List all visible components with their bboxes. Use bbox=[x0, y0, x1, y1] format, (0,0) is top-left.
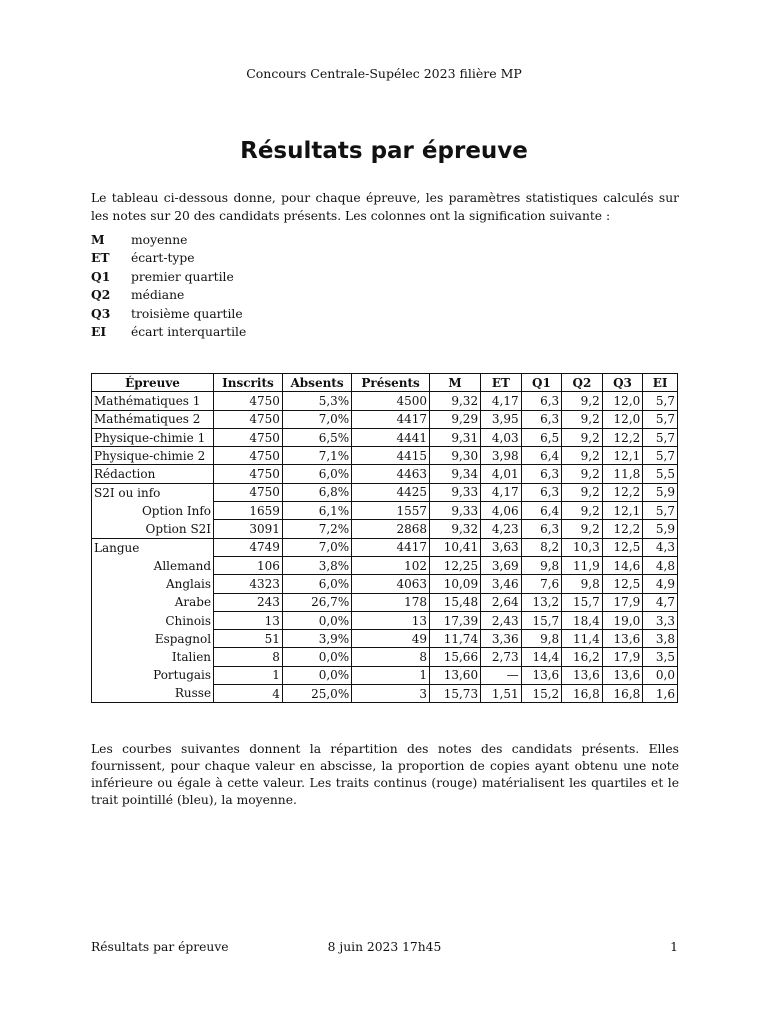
row-label: Physique-chimie 2 bbox=[92, 447, 214, 465]
page-header: Concours Centrale-Supélec 2023 filière MP bbox=[246, 66, 522, 81]
table-cell: 4,9 bbox=[643, 575, 678, 593]
page-number: 1 bbox=[670, 940, 678, 954]
table-cell: 9,30 bbox=[429, 447, 480, 465]
table-cell: 4750 bbox=[214, 392, 283, 410]
row-label: Italien bbox=[92, 648, 214, 666]
table-cell: 17,9 bbox=[602, 648, 643, 666]
table-cell: 9,29 bbox=[429, 410, 480, 428]
table-cell: 5,7 bbox=[643, 428, 678, 446]
table-cell: — bbox=[481, 666, 522, 684]
table-cell: 9,2 bbox=[562, 483, 603, 501]
table-row bbox=[92, 447, 678, 465]
table-cell: 10,41 bbox=[429, 538, 480, 556]
table-cell: 51 bbox=[214, 630, 283, 648]
table-cell: 7,0% bbox=[282, 538, 351, 556]
table-cell: 15,7 bbox=[562, 593, 603, 611]
table-header-row bbox=[92, 374, 678, 392]
legend-key: M bbox=[91, 232, 105, 247]
table-cell: 6,0% bbox=[282, 575, 351, 593]
table-cell: 12,25 bbox=[429, 556, 480, 574]
table-cell: 25,0% bbox=[282, 685, 351, 703]
table-cell: 6,5 bbox=[521, 428, 562, 446]
table-cell: 4463 bbox=[352, 465, 430, 483]
table-cell: 15,73 bbox=[429, 685, 480, 703]
table-cell: 1557 bbox=[352, 502, 430, 520]
table-cell: 9,33 bbox=[429, 483, 480, 501]
table-cell: 1 bbox=[214, 666, 283, 684]
table-cell: 3,8% bbox=[282, 556, 351, 574]
table-cell: 4,17 bbox=[481, 483, 522, 501]
table-cell: 4750 bbox=[214, 483, 283, 501]
table-cell: 16,8 bbox=[602, 685, 643, 703]
legend-key: Q2 bbox=[91, 287, 111, 303]
table-cell: 12,0 bbox=[602, 410, 643, 428]
table-cell: 106 bbox=[214, 556, 283, 574]
table-row bbox=[92, 392, 678, 410]
table-cell: 6,3 bbox=[521, 465, 562, 483]
table-cell: 4,03 bbox=[481, 428, 522, 446]
table-row bbox=[92, 538, 678, 556]
table-cell: 13,6 bbox=[602, 666, 643, 684]
row-label: Anglais bbox=[92, 575, 214, 593]
row-label: Chinois bbox=[92, 611, 214, 629]
footer-date: 8 juin 2023 17h45 bbox=[327, 940, 442, 954]
table-row bbox=[92, 666, 678, 684]
legend-key: ET bbox=[91, 250, 110, 266]
table-cell: 7,1% bbox=[282, 447, 351, 465]
table-cell: 12,1 bbox=[602, 502, 643, 520]
table-cell: 4750 bbox=[214, 465, 283, 483]
row-label: Mathématiques 2 bbox=[92, 410, 214, 428]
table-cell: 9,2 bbox=[562, 520, 603, 538]
table-cell: 6,1% bbox=[282, 502, 351, 520]
table-cell: 12,1 bbox=[602, 447, 643, 465]
table-cell: 6,3 bbox=[521, 392, 562, 410]
table-cell: 49 bbox=[352, 630, 430, 648]
table-cell: 11,9 bbox=[562, 556, 603, 574]
column-header: Q1 bbox=[521, 374, 562, 392]
legend-list bbox=[91, 231, 246, 341]
table-cell: 7,0% bbox=[282, 410, 351, 428]
table-cell: 7,6 bbox=[521, 575, 562, 593]
table-cell: 18,4 bbox=[562, 611, 603, 629]
table-cell: 13,60 bbox=[429, 666, 480, 684]
legend-desc: écart-type bbox=[131, 251, 195, 266]
column-header: M bbox=[429, 374, 480, 392]
row-label: Option Info bbox=[92, 502, 214, 520]
table-cell: 9,8 bbox=[521, 556, 562, 574]
row-label: Russe bbox=[92, 685, 214, 703]
table-cell: 0,0% bbox=[282, 666, 351, 684]
column-header: Inscrits bbox=[214, 374, 283, 392]
table-cell: 4750 bbox=[214, 447, 283, 465]
table-cell: 4,23 bbox=[481, 520, 522, 538]
table-cell: 4323 bbox=[214, 575, 283, 593]
table-row bbox=[92, 502, 678, 520]
table-cell: 1,51 bbox=[481, 685, 522, 703]
legend-desc: troisième quartile bbox=[131, 306, 243, 321]
table-cell: 2868 bbox=[352, 520, 430, 538]
legend-key: Q1 bbox=[91, 268, 111, 284]
table-cell: 6,4 bbox=[521, 502, 562, 520]
table-cell: 9,33 bbox=[429, 502, 480, 520]
table-cell: 4500 bbox=[352, 392, 430, 410]
table-cell: 5,9 bbox=[643, 483, 678, 501]
table-cell: 4,8 bbox=[643, 556, 678, 574]
table-cell: 13,6 bbox=[562, 666, 603, 684]
table-cell: 12,2 bbox=[602, 520, 643, 538]
row-label: Espagnol bbox=[92, 630, 214, 648]
column-header: ET bbox=[481, 374, 522, 392]
table-cell: 3,5 bbox=[643, 648, 678, 666]
table-row bbox=[92, 611, 678, 629]
legend-item bbox=[91, 231, 246, 249]
table-cell: 0,0 bbox=[643, 666, 678, 684]
column-header: Présents bbox=[352, 374, 430, 392]
curves-paragraph: Les courbes suivantes donnent la répartition des notes des candidats présents. Elles fournissent, pour chaque valeur en abscisse, la proportion de copies ayant obtenu une note inférieure ou égale à cette valeur. Les traits continus (rouge) matérialisent les quartiles et le trait pointillé (bleu), la moyenne. bbox=[91, 742, 679, 807]
table-cell: 17,9 bbox=[602, 593, 643, 611]
legend-item bbox=[91, 268, 246, 286]
table-cell: 9,2 bbox=[562, 428, 603, 446]
table-cell: 9,8 bbox=[562, 575, 603, 593]
table-cell: 11,4 bbox=[562, 630, 603, 648]
table-cell: 11,8 bbox=[602, 465, 643, 483]
row-label: Mathématiques 1 bbox=[92, 392, 214, 410]
footer-title: Résultats par épreuve bbox=[91, 940, 229, 954]
table-cell: 8,2 bbox=[521, 538, 562, 556]
table-cell: 4,3 bbox=[643, 538, 678, 556]
table-cell: 4441 bbox=[352, 428, 430, 446]
table-cell: 102 bbox=[352, 556, 430, 574]
table-cell: 9,32 bbox=[429, 392, 480, 410]
table-cell: 1,6 bbox=[643, 685, 678, 703]
legend-desc: écart interquartile bbox=[131, 324, 247, 339]
table-cell: 9,2 bbox=[562, 447, 603, 465]
results-table bbox=[91, 373, 678, 703]
legend-key: Q3 bbox=[91, 305, 111, 321]
table-cell: 13 bbox=[352, 611, 430, 629]
table-cell: 13,6 bbox=[602, 630, 643, 648]
table-cell: 4,7 bbox=[643, 593, 678, 611]
table-cell: 2,43 bbox=[481, 611, 522, 629]
table-cell: 3 bbox=[352, 685, 430, 703]
table-cell: 3,46 bbox=[481, 575, 522, 593]
table-cell: 1 bbox=[352, 666, 430, 684]
table-cell: 4417 bbox=[352, 410, 430, 428]
table-cell: 178 bbox=[352, 593, 430, 611]
table-cell: 9,31 bbox=[429, 428, 480, 446]
intro-paragraph: Le tableau ci-dessous donne, pour chaque épreuve, les paramètres statistiques calculés sur les notes sur 20 des candidats présents. Les colonnes ont la signification suivante : bbox=[91, 191, 679, 223]
row-label: Portugais bbox=[92, 666, 214, 684]
table-cell: 4750 bbox=[214, 428, 283, 446]
table-cell: 4417 bbox=[352, 538, 430, 556]
table-cell: 3,98 bbox=[481, 447, 522, 465]
page-title: Résultats par épreuve bbox=[240, 138, 528, 164]
table-row bbox=[92, 520, 678, 538]
row-label: Allemand bbox=[92, 556, 214, 574]
table-cell: 15,7 bbox=[521, 611, 562, 629]
table-cell: 4,17 bbox=[481, 392, 522, 410]
column-header: Q2 bbox=[562, 374, 603, 392]
table-cell: 4,06 bbox=[481, 502, 522, 520]
table-cell: 3,69 bbox=[481, 556, 522, 574]
table-cell: 6,3 bbox=[521, 410, 562, 428]
table-cell: 15,66 bbox=[429, 648, 480, 666]
table-cell: 12,0 bbox=[602, 392, 643, 410]
table-row bbox=[92, 410, 678, 428]
table-cell: 8 bbox=[214, 648, 283, 666]
table-cell: 9,2 bbox=[562, 502, 603, 520]
row-label: Arabe bbox=[92, 593, 214, 611]
table-cell: 4425 bbox=[352, 483, 430, 501]
table-cell: 15,2 bbox=[521, 685, 562, 703]
table-cell: 5,7 bbox=[643, 410, 678, 428]
table-cell: 7,2% bbox=[282, 520, 351, 538]
table-cell: 6,3 bbox=[521, 520, 562, 538]
table-cell: 6,4 bbox=[521, 447, 562, 465]
legend-key: EI bbox=[91, 323, 107, 339]
table-cell: 16,8 bbox=[562, 685, 603, 703]
table-cell: 13,6 bbox=[521, 666, 562, 684]
row-label: Physique-chimie 1 bbox=[92, 428, 214, 446]
table-cell: 15,48 bbox=[429, 593, 480, 611]
table-cell: 9,32 bbox=[429, 520, 480, 538]
table-cell: 4063 bbox=[352, 575, 430, 593]
table-row bbox=[92, 648, 678, 666]
table-cell: 6,8% bbox=[282, 483, 351, 501]
table-row bbox=[92, 556, 678, 574]
table-cell: 12,5 bbox=[602, 575, 643, 593]
table-cell: 243 bbox=[214, 593, 283, 611]
table-cell: 1659 bbox=[214, 502, 283, 520]
table-cell: 8 bbox=[352, 648, 430, 666]
table-row bbox=[92, 428, 678, 446]
table-cell: 5,7 bbox=[643, 502, 678, 520]
table-cell: 5,7 bbox=[643, 392, 678, 410]
table-cell: 9,2 bbox=[562, 410, 603, 428]
table-cell: 4750 bbox=[214, 410, 283, 428]
table-cell: 3,36 bbox=[481, 630, 522, 648]
table-cell: 3091 bbox=[214, 520, 283, 538]
legend-desc: moyenne bbox=[131, 233, 188, 247]
table-cell: 14,6 bbox=[602, 556, 643, 574]
table-cell: 11,74 bbox=[429, 630, 480, 648]
table-cell: 10,3 bbox=[562, 538, 603, 556]
table-cell: 3,95 bbox=[481, 410, 522, 428]
row-label: Langue bbox=[92, 538, 214, 556]
table-cell: 19,0 bbox=[602, 611, 643, 629]
legend-item bbox=[91, 323, 246, 341]
column-header: Q3 bbox=[602, 374, 643, 392]
table-cell: 9,8 bbox=[521, 630, 562, 648]
table-row bbox=[92, 593, 678, 611]
table-cell: 2,64 bbox=[481, 593, 522, 611]
table-cell: 3,63 bbox=[481, 538, 522, 556]
table-cell: 4,01 bbox=[481, 465, 522, 483]
legend-desc: médiane bbox=[131, 288, 185, 303]
column-header: Épreuve bbox=[92, 374, 214, 392]
table-cell: 17,39 bbox=[429, 611, 480, 629]
legend-item bbox=[91, 305, 246, 323]
column-header: Absents bbox=[282, 374, 351, 392]
table-cell: 6,3 bbox=[521, 483, 562, 501]
table-cell: 9,2 bbox=[562, 392, 603, 410]
table-cell: 12,2 bbox=[602, 483, 643, 501]
legend-item bbox=[91, 249, 246, 267]
table-cell: 5,9 bbox=[643, 520, 678, 538]
table-body bbox=[92, 392, 678, 703]
table-cell: 6,5% bbox=[282, 428, 351, 446]
table-cell: 13 bbox=[214, 611, 283, 629]
table-cell: 5,5 bbox=[643, 465, 678, 483]
legend-item bbox=[91, 286, 246, 304]
table-cell: 13,2 bbox=[521, 593, 562, 611]
row-label: S2I ou info bbox=[92, 483, 214, 501]
column-header: EI bbox=[643, 374, 678, 392]
table-cell: 6,0% bbox=[282, 465, 351, 483]
table-cell: 3,9% bbox=[282, 630, 351, 648]
table-cell: 10,09 bbox=[429, 575, 480, 593]
table-cell: 3,8 bbox=[643, 630, 678, 648]
table-row bbox=[92, 630, 678, 648]
table-row bbox=[92, 685, 678, 703]
table-cell: 4 bbox=[214, 685, 283, 703]
table-cell: 4749 bbox=[214, 538, 283, 556]
table-cell: 2,73 bbox=[481, 648, 522, 666]
table-cell: 5,7 bbox=[643, 447, 678, 465]
table-cell: 9,2 bbox=[562, 465, 603, 483]
row-label: Rédaction bbox=[92, 465, 214, 483]
table-cell: 12,2 bbox=[602, 428, 643, 446]
table-row bbox=[92, 483, 678, 501]
row-label: Option S2I bbox=[92, 520, 214, 538]
table-cell: 0,0% bbox=[282, 611, 351, 629]
table-cell: 26,7% bbox=[282, 593, 351, 611]
table-cell: 5,3% bbox=[282, 392, 351, 410]
table-cell: 12,5 bbox=[602, 538, 643, 556]
table-row bbox=[92, 575, 678, 593]
table-cell: 16,2 bbox=[562, 648, 603, 666]
table-row bbox=[92, 465, 678, 483]
legend-desc: premier quartile bbox=[131, 269, 234, 284]
table-cell: 0,0% bbox=[282, 648, 351, 666]
table-cell: 4415 bbox=[352, 447, 430, 465]
table-cell: 14,4 bbox=[521, 648, 562, 666]
table-cell: 3,3 bbox=[643, 611, 678, 629]
table-cell: 9,34 bbox=[429, 465, 480, 483]
